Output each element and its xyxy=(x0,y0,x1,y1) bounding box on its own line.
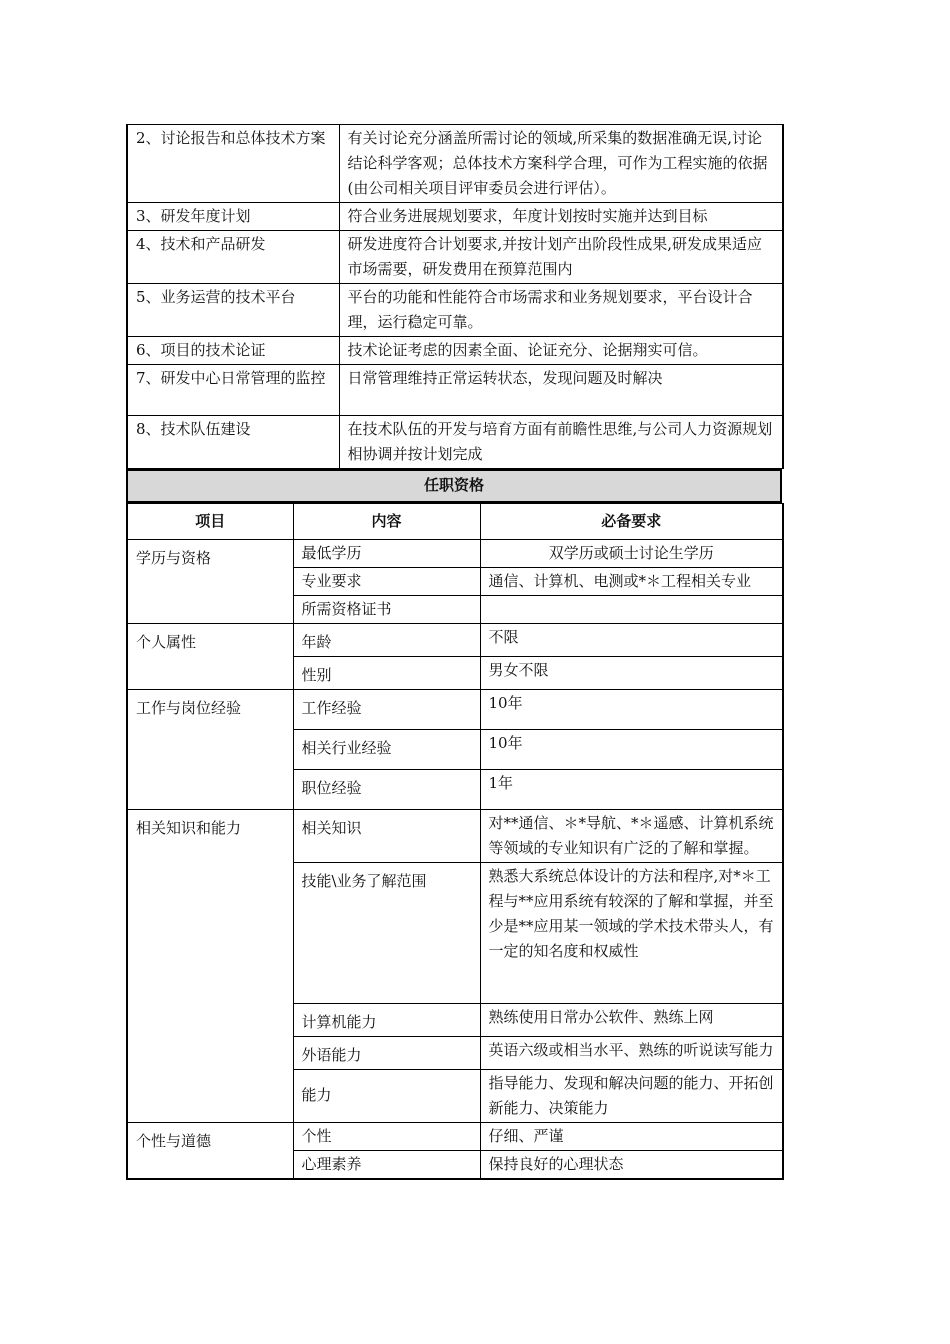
header-row xyxy=(127,504,783,540)
content-cell: 年龄 xyxy=(293,624,480,657)
duty-requirement: 平台的功能和性能符合市场需求和业务规划要求，平台设计合理，运行稳定可靠。 xyxy=(339,284,783,337)
content-cell: 外语能力 xyxy=(293,1037,480,1070)
requirement-cell: 通信、计算机、电测或*＊工程相关专业 xyxy=(480,568,783,596)
content-cell: 最低学历 xyxy=(293,540,480,568)
table-row xyxy=(127,231,783,284)
column-header-requirement: 必备要求 xyxy=(480,504,783,540)
content-cell: 专业要求 xyxy=(293,568,480,596)
requirement-cell: 对**通信、＊*导航、*＊遥感、计算机系统等领域的专业知识有广泛的了解和掌握。 xyxy=(480,810,783,863)
group-name: 工作与岗位经验 xyxy=(127,690,293,810)
table-row xyxy=(127,416,783,469)
duty-item: 5、业务运营的技术平台 xyxy=(127,284,339,337)
content-cell: 相关行业经验 xyxy=(293,730,480,770)
requirement-cell: 仔细、严谨 xyxy=(480,1123,783,1151)
requirement-cell: 保持良好的心理状态 xyxy=(480,1151,783,1180)
duty-item: 4、技术和产品研发 xyxy=(127,231,339,284)
section-title: 任职资格 xyxy=(126,469,782,503)
requirement-cell: 双学历或硕士讨论生学历 xyxy=(480,540,783,568)
content-cell: 个性 xyxy=(293,1123,480,1151)
table-row xyxy=(127,125,783,203)
requirement-cell: 10年 xyxy=(480,730,783,770)
table-row xyxy=(127,365,783,416)
requirement-cell xyxy=(480,596,783,624)
requirement-cell: 男女不限 xyxy=(480,657,783,690)
table-row xyxy=(127,284,783,337)
requirement-cell: 10年 xyxy=(480,690,783,730)
content-cell: 职位经验 xyxy=(293,770,480,810)
table-row xyxy=(127,203,783,231)
requirement-cell: 熟悉大系统总体设计的方法和程序,对*＊工程与**应用系统有较深的了解和掌握，并至少是**应用某一领域的学术技术带头人，有一定的知名度和权威性 xyxy=(480,863,783,1004)
duty-item: 7、研发中心日常管理的监控 xyxy=(127,365,339,416)
group-name: 个人属性 xyxy=(127,624,293,690)
duty-requirement: 技术论证考虑的因素全面、论证充分、论据翔实可信。 xyxy=(339,337,783,365)
duty-item: 3、研发年度计划 xyxy=(127,203,339,231)
job-description-document xyxy=(126,124,782,1180)
content-cell: 心理素养 xyxy=(293,1151,480,1180)
qualifications-table xyxy=(126,503,784,1180)
duty-requirement: 日常管理维持正常运转状态，发现问题及时解决 xyxy=(339,365,783,416)
requirement-cell: 1年 xyxy=(480,770,783,810)
duty-requirement: 研发进度符合计划要求,并按计划产出阶段性成果,研发成果适应市场需要，研发费用在预算范围内 xyxy=(339,231,783,284)
requirement-cell: 熟练使用日常办公软件、熟练上网 xyxy=(480,1004,783,1037)
requirement-cell: 英语六级或相当水平、熟练的听说读写能力 xyxy=(480,1037,783,1070)
content-cell: 技能\业务了解范围 xyxy=(293,863,480,1004)
duty-requirement: 有关讨论充分涵盖所需讨论的领域,所采集的数据准确无误,讨论结论科学客观；总体技术方案科学合理，可作为工程实施的依据(由公司相关项目评审委员会进行评估）。 xyxy=(339,125,783,203)
column-header-item: 项目 xyxy=(127,504,293,540)
duty-requirement: 符合业务进展规划要求，年度计划按时实施并达到目标 xyxy=(339,203,783,231)
group-name: 个性与道德 xyxy=(127,1123,293,1180)
duty-requirement: 在技术队伍的开发与培育方面有前瞻性思维,与公司人力资源规划相协调并按计划完成 xyxy=(339,416,783,469)
group-name: 相关知识和能力 xyxy=(127,810,293,1123)
requirement-cell: 不限 xyxy=(480,624,783,657)
content-cell: 能力 xyxy=(293,1070,480,1123)
content-cell: 计算机能力 xyxy=(293,1004,480,1037)
content-cell: 所需资格证书 xyxy=(293,596,480,624)
duty-item: 6、项目的技术论证 xyxy=(127,337,339,365)
group-name: 学历与资格 xyxy=(127,540,293,624)
column-header-content: 内容 xyxy=(293,504,480,540)
table-row xyxy=(127,690,783,730)
table-row xyxy=(127,624,783,657)
table-row xyxy=(127,337,783,365)
performance-standards-table xyxy=(126,124,784,469)
requirement-cell: 指导能力、发现和解决问题的能力、开拓创新能力、决策能力 xyxy=(480,1070,783,1123)
table-row xyxy=(127,540,783,568)
table-row xyxy=(127,810,783,863)
duty-item: 8、技术队伍建设 xyxy=(127,416,339,469)
duty-item: 2、讨论报告和总体技术方案 xyxy=(127,125,339,203)
content-cell: 工作经验 xyxy=(293,690,480,730)
content-cell: 相关知识 xyxy=(293,810,480,863)
table-row xyxy=(127,1123,783,1151)
content-cell: 性别 xyxy=(293,657,480,690)
